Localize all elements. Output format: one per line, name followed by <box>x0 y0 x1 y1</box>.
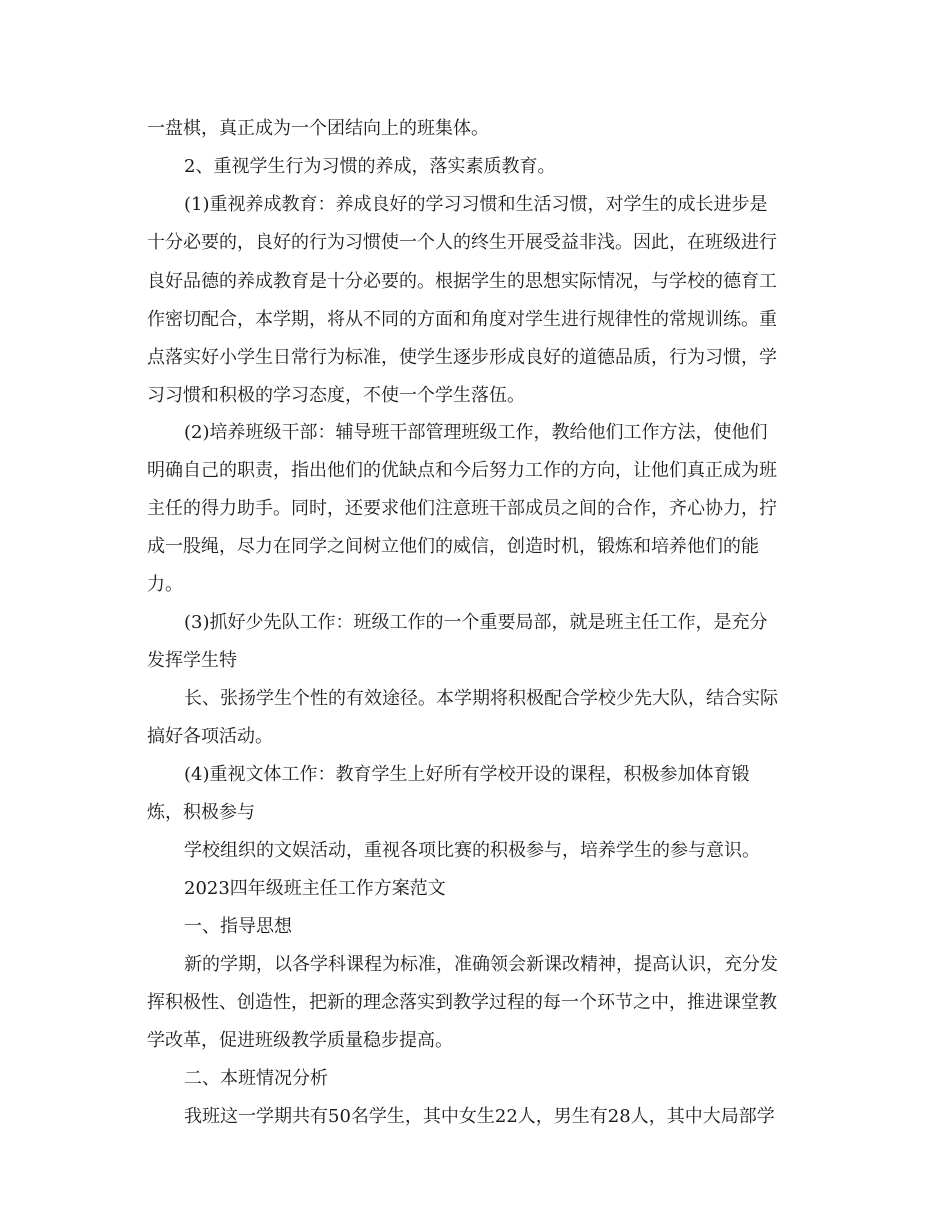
section-heading: 2023四年级班主任工作方案范文 <box>184 878 446 899</box>
text-line: 力。 <box>147 574 183 595</box>
text-line: (2)培养班级干部：辅导班干部管理班级工作，教给他们工作方法，使他们 <box>184 422 768 443</box>
text-line: 习习惯和积极的学习态度，不使一个学生落伍。 <box>147 385 525 406</box>
section-heading: 二、本班情况分析 <box>184 1068 328 1089</box>
text-line: 炼，积极参与 <box>147 802 255 823</box>
text-line: 十分必要的，良好的行为习惯使一个人的终生开展受益非浅。因此，在班级进行 <box>147 232 777 253</box>
text-line: 主任的得力助手。同时，还要求他们注意班干部成员之间的合作，齐心协力，拧 <box>147 498 777 519</box>
text-line: 长、张扬学生个性的有效途径。本学期将积极配合学校少先大队，结合实际 <box>184 688 778 709</box>
text-line: 搞好各项活动。 <box>147 726 273 747</box>
text-line: 成一股绳，尽力在同学之间树立他们的威信，创造时机，锻炼和培养他们的能 <box>147 536 759 557</box>
text-line: 新的学期，以各学科课程为标准，准确领会新课改精神，提高认识，充分发 <box>184 954 778 975</box>
text-line: (1)重视养成教育：养成良好的学习习惯和生活习惯，对学生的成长进步是 <box>184 194 768 215</box>
text-line: (4)重视文体工作：教育学生上好所有学校开设的课程，积极参加体育锻 <box>184 764 750 785</box>
section-heading: 一、指导思想 <box>184 916 292 937</box>
text-line: 学校组织的文娱活动，重视各项比赛的积极参与，培养学生的参与意识。 <box>184 840 760 861</box>
text-line: 2、重视学生行为习惯的养成，落实素质教育。 <box>184 156 556 177</box>
text-line: 发挥学生特 <box>147 650 237 671</box>
text-line: 学改革，促进班级教学质量稳步提高。 <box>147 1030 453 1051</box>
text-line: 挥积极性、创造性，把新的理念落实到教学过程的每一个环节之中，推进课堂教 <box>147 992 777 1013</box>
text-line: 我班这一学期共有50名学生，其中女生22人，男生有28人，其中大局部学 <box>184 1106 775 1127</box>
text-line: 一盘棋，真正成为一个团结向上的班集体。 <box>147 118 489 139</box>
text-line: (3)抓好少先队工作：班级工作的一个重要局部，就是班主任工作，是充分 <box>184 612 768 633</box>
text-line: 明确自己的职责，指出他们的优缺点和今后努力工作的方向，让他们真正成为班 <box>147 460 777 481</box>
text-line: 作密切配合，本学期，将从不同的方面和角度对学生进行规律性的常规训练。重 <box>147 309 777 330</box>
text-line: 点落实好小学生日常行为标准，使学生逐步形成良好的道德品质，行为习惯，学 <box>147 347 777 368</box>
text-line: 良好品德的养成教育是十分必要的。根据学生的思想实际情况，与学校的德育工 <box>147 271 777 292</box>
